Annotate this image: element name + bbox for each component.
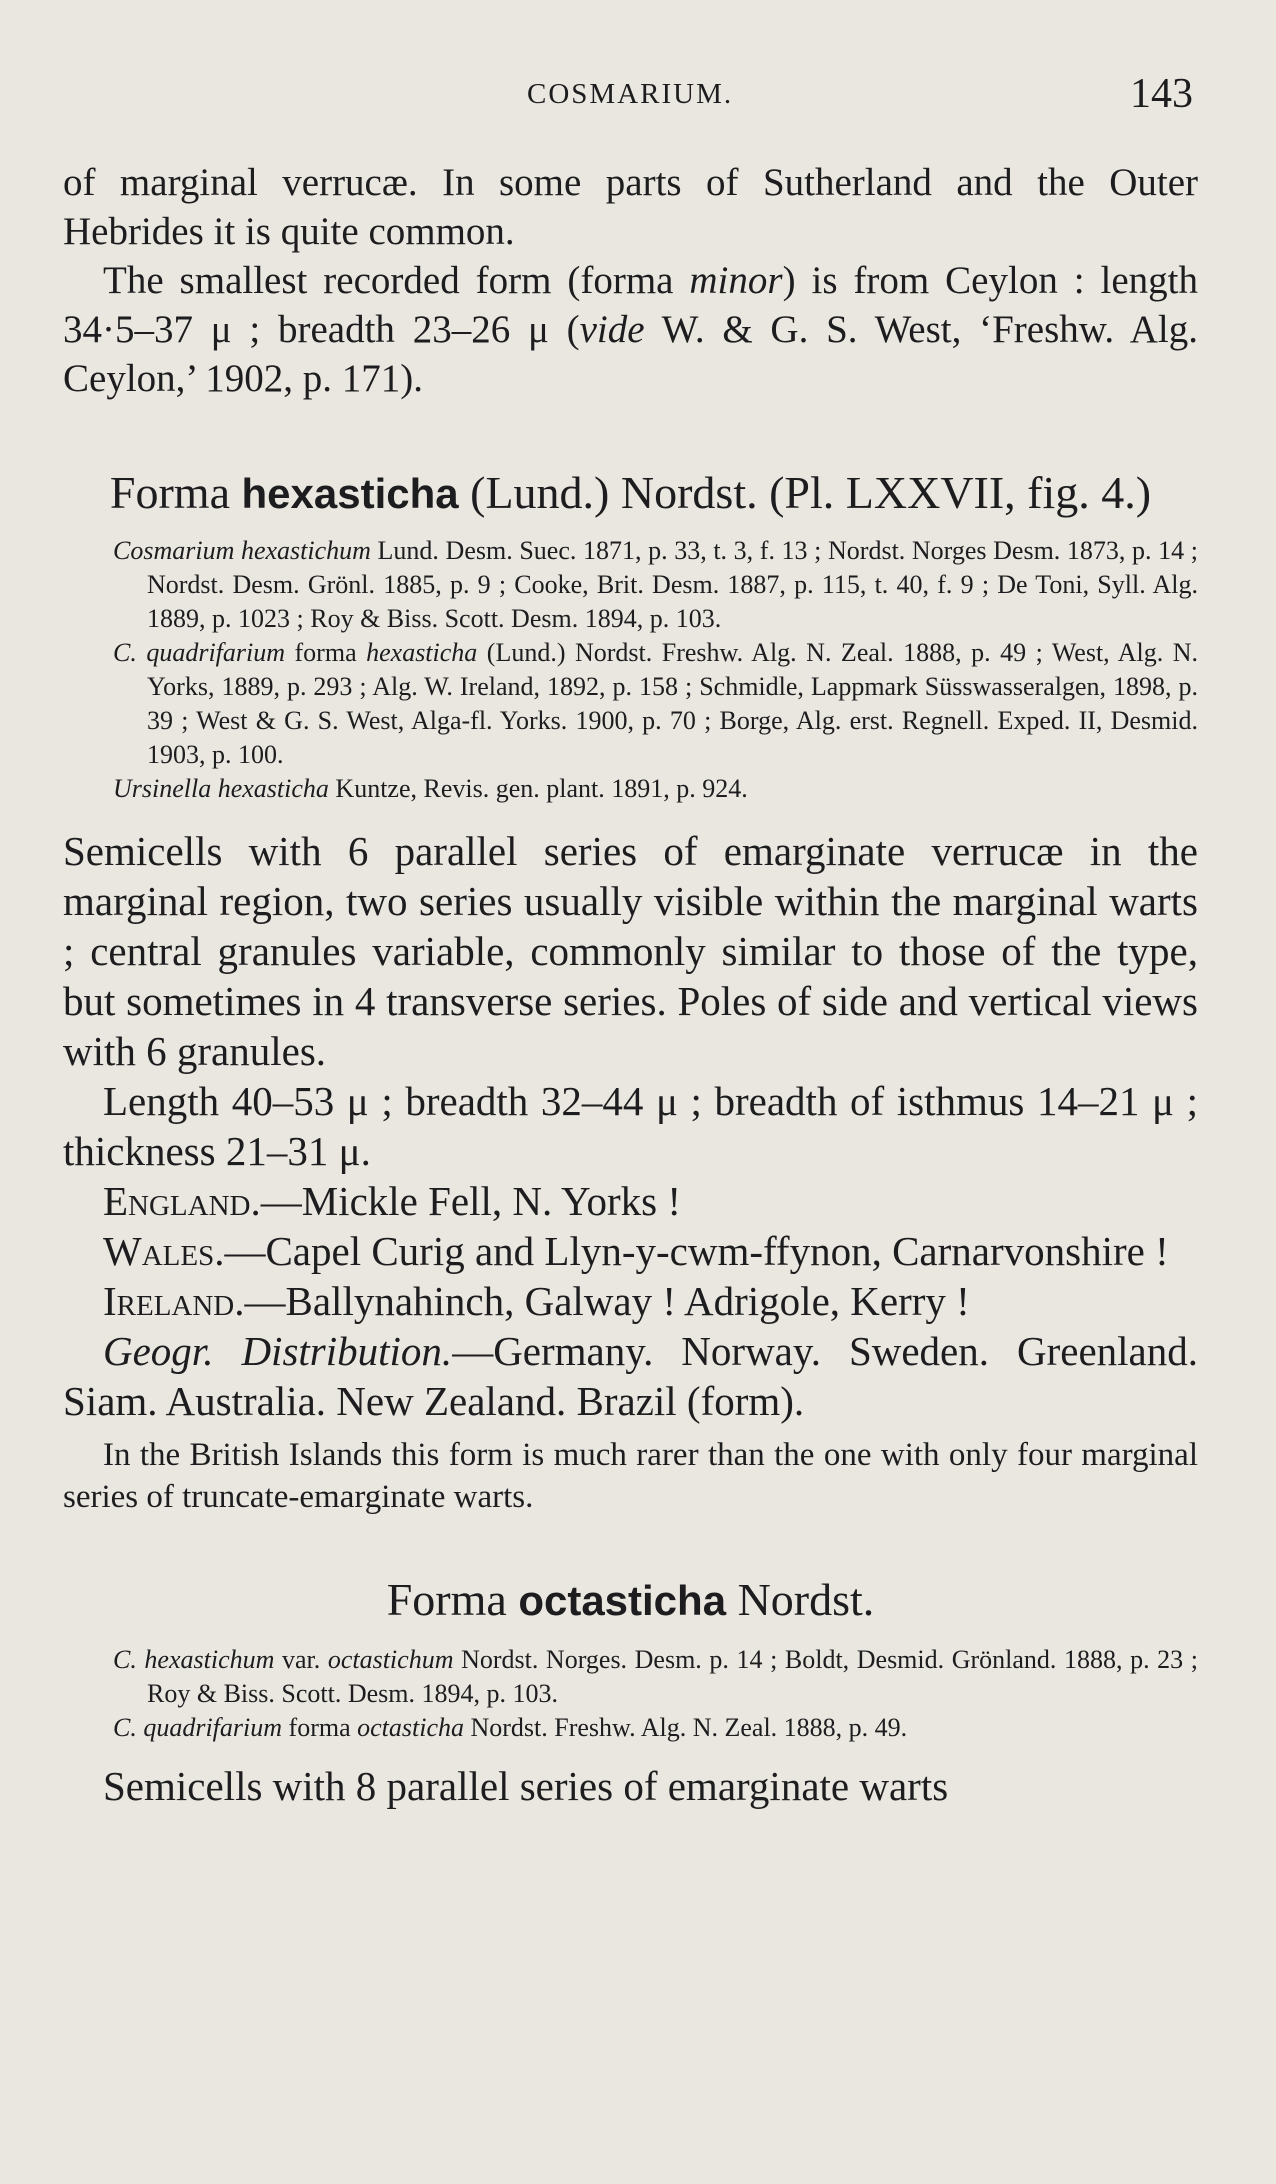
synonym-name: C. hexastichum xyxy=(113,1645,275,1674)
heading-run: (Lund.) Nordst. (Pl. LXXVII, fig. 4.) xyxy=(458,467,1152,518)
running-title: COSMARIUM. xyxy=(527,78,734,110)
region-label: Geogr. Distribution. xyxy=(103,1328,453,1374)
description-paragraph: Semicells with 8 parallel series of emarginate warts xyxy=(103,1763,949,1809)
form-octasticha-heading xyxy=(63,1572,1198,1629)
synonym-refs: Lund. Desm. Suec. 1871, p. 33, t. 3, f. 13 ; Nordst. Norges Desm. 1873, p. 14 ; Nordst. Desm. Grönl. 1885, p. 9 ; Cooke, Brit. Desm. 1887, p. 115, t. 40, f. 9 ; De Toni, Syll. Alg. 1889, p. 1023 ; Roy & Biss. Scott. Desm. 1894, p. 103. xyxy=(147,536,1198,633)
note-paragraph: In the British Islands this form is much rarer than the one with only four marginal series of truncate-emarginate warts. xyxy=(63,1437,1198,1515)
region-label: Wales. xyxy=(103,1228,225,1274)
synonym-name: hexasticha xyxy=(366,638,478,667)
synonym-entry xyxy=(63,1643,1198,1711)
synonym-name: Ursinella hexasticha xyxy=(113,774,329,803)
synonym-refs: Kuntze, Revis. gen. plant. 1891, p. 924. xyxy=(328,774,748,803)
text-run-italic: vide xyxy=(579,308,645,351)
synonym-refs: Nordst. Freshw. Alg. N. Zeal. 1888, p. 49. xyxy=(464,1713,908,1742)
heading-run: Forma xyxy=(109,467,242,518)
geographic-distribution xyxy=(63,1326,1198,1426)
description-paragraph: Semicells with 6 parallel series of emarginate verrucæ in the marginal region, two series usually visible within the marginal warts ; central granules variable, commonly similar to those of the type, but sometimes in 4 transverse series. Poles of side and vertical views with 6 granules. xyxy=(63,828,1198,1074)
synonym-entry xyxy=(63,534,1198,636)
synonymy-block xyxy=(63,1643,1198,1745)
synonym-name: C. quadrifarium xyxy=(113,638,286,667)
page-body xyxy=(63,158,1198,1811)
text-run: W. & G. S. West, ‘Freshw. Alg. Ceylon,’ 1902, p. 171). xyxy=(63,308,1198,400)
synonym-name: C. quadrifarium xyxy=(113,1713,283,1742)
text-run: The smallest recorded form (forma xyxy=(103,259,690,302)
synonym-refs: forma xyxy=(285,638,367,667)
synonym-name: octastichum xyxy=(327,1645,454,1674)
locality-wales xyxy=(63,1226,1198,1276)
synonym-entry xyxy=(63,636,1198,772)
synonym-refs: var. xyxy=(274,1645,328,1674)
intro-paragraph-2 xyxy=(63,256,1198,403)
synonymy-block xyxy=(63,534,1198,806)
synonym-refs: (Lund.) Nordst. Freshw. Alg. N. Zeal. 1888, p. 49 ; West, Alg. N. Yorks, 1889, p. 293 ; Alg. W. Ireland, 1892, p. 158 ; Schmidle, Lappmark Süsswasseralgen, 1898, p. 39 ; West & G. S. West, Alga-fl. Yorks. 1900, p. 70 ; Borge, Alg. erst. Regnell. Exped. II, Desmid. 1903, p. 100. xyxy=(147,638,1198,769)
text-run-italic: minor xyxy=(689,259,783,302)
locality-text: —Germany. Norway. Sweden. Greenland. Siam. Australia. New Zealand. Brazil (form). xyxy=(63,1328,1198,1424)
synonym-name: octasticha xyxy=(357,1713,464,1742)
page-number: 143 xyxy=(1130,71,1193,117)
synonym-name: Cosmarium hexastichum xyxy=(113,536,371,565)
locality-text: —Capel Curig and Llyn-y-cwm-ffynon, Carnarvonshire ! xyxy=(224,1228,1169,1274)
intro-paragraph-1: of marginal verrucæ. In some parts of Sutherland and the Outer Hebrides it is quite common. xyxy=(63,161,1198,253)
running-header xyxy=(0,70,1276,120)
dimensions-paragraph: Length 40–53 μ ; breadth 32–44 μ ; breadth of isthmus 14–21 μ ; thickness 21–31 μ. xyxy=(63,1078,1198,1174)
locality-ireland xyxy=(63,1276,1198,1326)
synonym-entry xyxy=(63,1711,1198,1745)
heading-taxon: hexasticha xyxy=(241,470,459,517)
heading-taxon: octasticha xyxy=(518,1577,727,1624)
locality-text: —Ballynahinch, Galway ! Adrigole, Kerry ! xyxy=(244,1278,970,1324)
region-label: Ireland. xyxy=(103,1278,245,1324)
synonym-refs: Nordst. Norges. Desm. p. 14 ; Boldt, Desmid. Grönland. 1888, p. 23 ; Roy & Biss. Scott. Desm. 1894, p. 103. xyxy=(147,1645,1198,1708)
locality-text: —Mickle Fell, N. Yorks ! xyxy=(260,1178,682,1224)
synonym-refs: forma xyxy=(282,1713,358,1742)
locality-england xyxy=(63,1176,1198,1226)
synonym-entry xyxy=(63,772,1198,806)
form-hexasticha-heading xyxy=(63,465,1198,522)
heading-run: Forma xyxy=(386,1574,519,1625)
region-label: England. xyxy=(103,1178,261,1224)
text-run: ) is from Ceylon : length 34·5–37 μ ; breadth 23–26 μ ( xyxy=(63,259,1198,351)
heading-run: Nordst. xyxy=(726,1574,875,1625)
